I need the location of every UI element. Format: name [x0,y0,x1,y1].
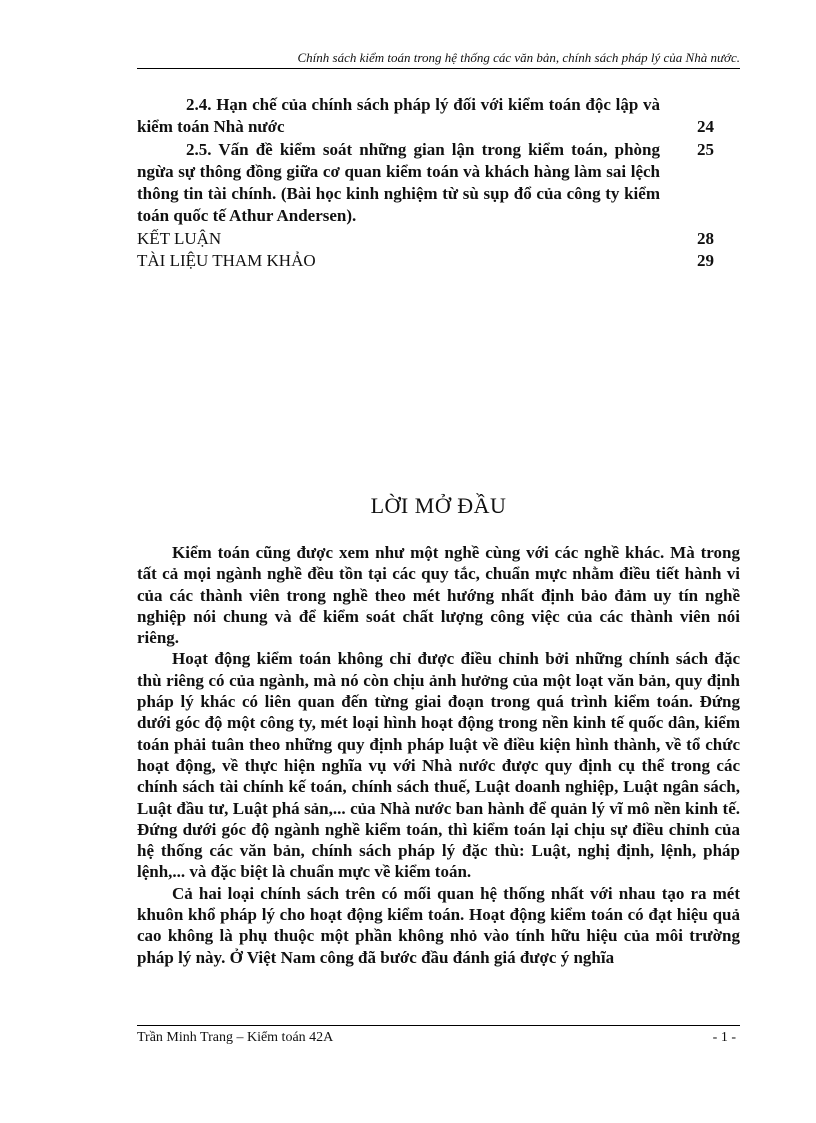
toc-entry-page: 29 [697,251,714,271]
toc-entry-page: 25 [697,139,714,159]
footer-divider [137,1025,740,1026]
toc-entry [137,94,740,139]
section-title: LỜI MỞ ĐẦU [370,493,507,518]
toc-entry [137,250,740,272]
toc-entry-text: TÀI LIỆU THAM KHẢO [137,251,316,271]
paragraph: Kiểm toán cũng được xem như một nghề cùng với các nghề khác. Mà trong tất cả mọi ngành nghề đều tồn tại các quy tắc, chuẩn mực nhằm điều tiết hành vi của các thành viên trong nghề theo mét hướng nhất định bảo đảm uy tín nghề nghiệp nói chung và để kiểm soát chất lượng công việc của các thành viên nói riêng. [137,543,740,648]
toc-entry-text: 2.5. Vấn đề kiểm soát những gian lận trong kiểm toán, phòng ngừa sự thông đồng giữa cơ quan kiểm toán và khách hàng làm sai lệch thông tin tài chính. (Bài học kinh nghiệm từ sù sụp đổ của công ty kiểm toán quốc tế Athur Andersen). [137,139,660,226]
body-text [137,542,740,968]
toc-entry [137,228,740,250]
table-of-contents [137,94,740,272]
page-number: - 1 - [712,1030,736,1045]
footer-author: Trần Minh Trang – Kiểm toán 42A [137,1030,334,1045]
page-footer [137,1030,740,1046]
toc-entry-text: KẾT LUẬN [137,228,222,248]
toc-entry-page: 28 [697,228,714,248]
toc-entry-text: 2.4. Hạn chế của chính sách pháp lý đối với kiểm toán độc lập và kiểm toán Nhà nước [137,95,660,137]
toc-entry [137,139,740,228]
paragraph: Cả hai loại chính sách trên có mối quan hệ thống nhất với nhau tạo ra mét khuôn khổ pháp lý cho hoạt động kiểm toán. Hoạt động kiểm toán có đạt hiệu quả cao không là phụ thuộc một phần không nhỏ vào tính hữu hiệu của môi trường pháp lý này. Ở Việt Nam công đã bước đầu đánh giá được ý nghĩa [137,883,740,967]
paragraph: Hoạt động kiểm toán không chỉ được điều chỉnh bởi những chính sách đặc thù riêng có của ngành, mà nó còn chịu ảnh hưởng của một loạt văn bản, quy định pháp lý khác có liên quan đến từng giai đoạn trong quá trình kiểm toán. Đứng dưới góc độ một công ty, mét loại hình hoạt động trong nền kinh tế quốc dân, kiểm toán phải tuân theo những quy định pháp luật về điều kiện hình thành, về tổ chức hoạt động, về thực hiện nghĩa vụ với Nhà nước được quy định cụ thể trong các chính sách tài chính kế toán, chính sách thuế, Luật doanh nghiệp, Luật ngân sách, Luật đầu tư, Luật phá sản,... của Nhà nước ban hành để quản lý vĩ mô nền kinh tế. Đứng dưới góc độ ngành nghề kiểm toán, thì kiểm toán lại chịu sự điều chỉnh của hệ thống các văn bản, chính sách pháp lý đặc thù: Luật, nghị định, lệnh, pháp lệnh,... và đặc biệt là chuẩn mực về kiểm toán. [137,649,740,882]
running-header: Chính sách kiểm toán trong hệ thống các văn bản, chính sách pháp lý của Nhà nước. [137,50,740,69]
toc-entry-page: 24 [697,117,714,137]
